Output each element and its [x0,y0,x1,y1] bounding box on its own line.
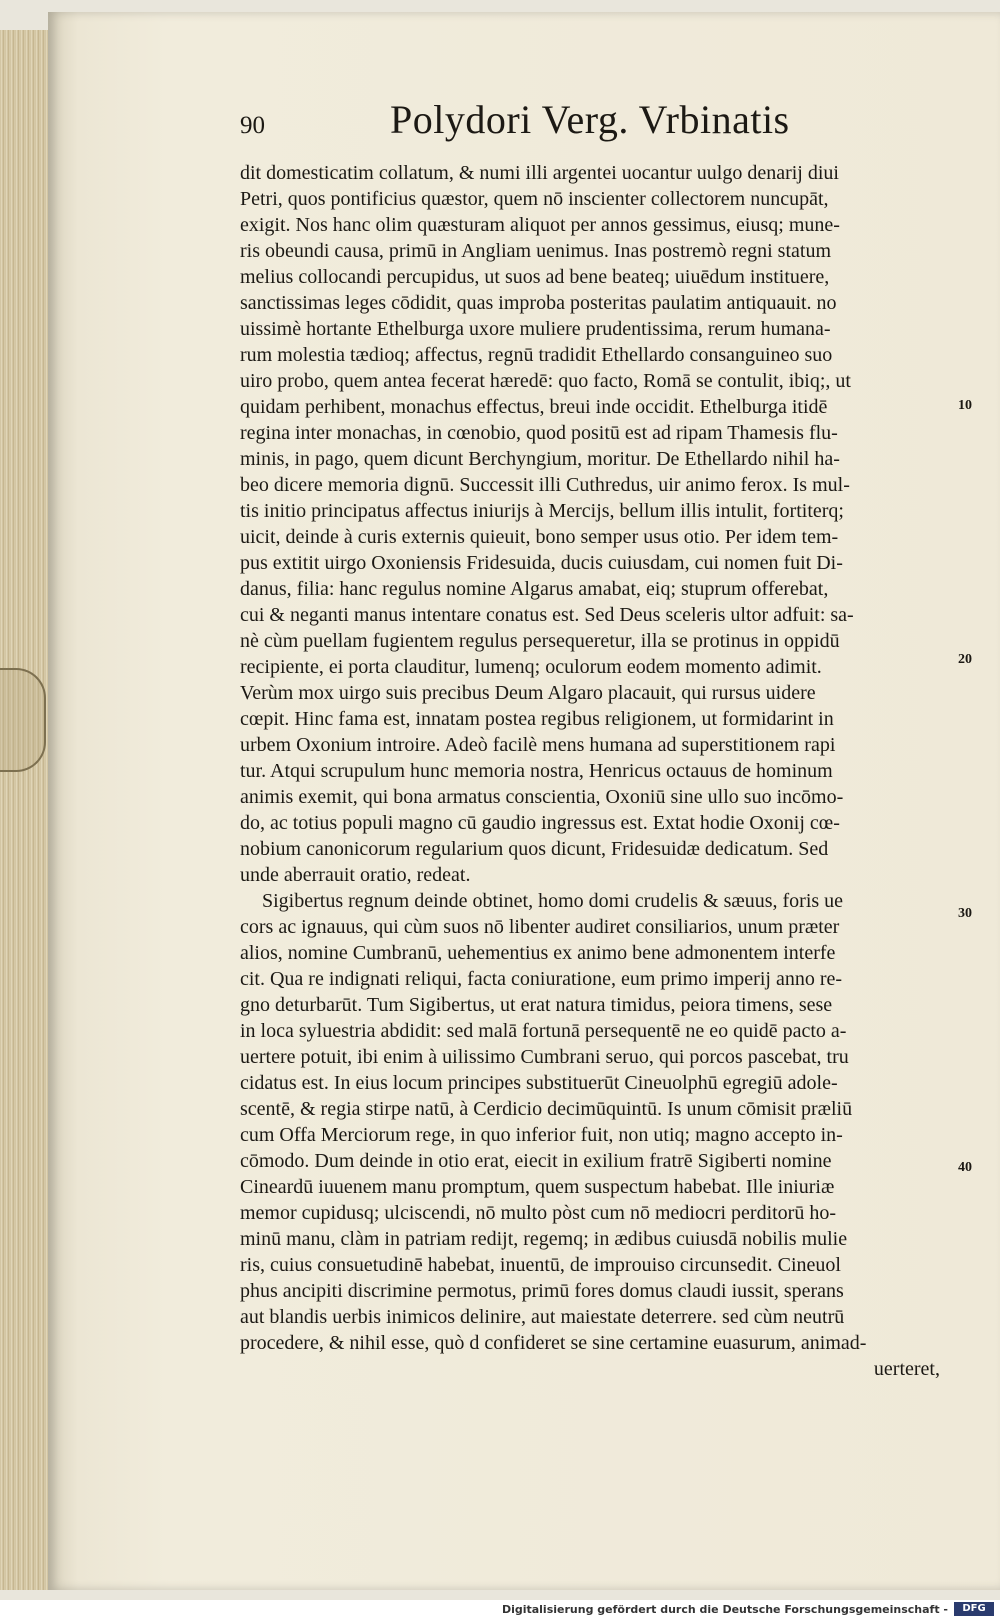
text-line: nè cùm puellam fugientem regulus persequeretur, illa se protinus in oppidū [240,630,840,652]
text-line: minis, in pago, quem dicunt Berchyngium, moritur. De Ethellardo nihil ha- [240,448,840,470]
margin-line-number: 20 [958,652,972,667]
dfg-logo: DFG [954,1602,994,1616]
text-line: in loca syluestria abdidit: sed malā fortunā persequentē ne eo quidē pacto a- [240,1020,847,1042]
text-line: tis initio principatus affectus iniurijs à Mercijs, bellum illis intulit, fortiterq; [240,500,844,522]
text-line: dit domesticatim collatum, & numi illi argentei uocantur uulgo denarij diui [240,162,839,184]
text-line: uertere potuit, ibi enim à uilissimo Cumbrani seruo, qui porcos pascebat, tru [240,1046,849,1068]
text-line: alios, nomine Cumbranū, uehementius ex animo bene admonentem interfe [240,942,836,964]
text-line: uiro probo, quem antea fecerat hæredē: quo facto, Romā se contulit, ibiq;, ut [240,370,851,392]
text-line: Sigibertus regnum deinde obtinet, homo domi crudelis & sæuus, foris ue [262,890,844,912]
text-line: danus, filia: hanc regulus nomine Algarus amabat, eiq; stuprum offerebat, [240,578,829,600]
text-line: melius collocandi percupidus, ut suos ad bene beateq; uiuēdum instituere, [240,266,830,288]
text-line: Cineardū iuuenem manu promptum, quem suspectum habebat. Ille iniuriæ [240,1176,835,1198]
margin-line-number: 10 [958,398,972,413]
text-line: pus extitit uirgo Oxoniensis Fridesuida, ducis cuiusdam, cui nomen fuit Di- [240,552,843,574]
text-line: recipiente, ei porta clauditur, lumenq; oculorum eodem momento adimit. [240,656,822,678]
footer-credit: Digitalisierung gefördert durch die Deutsche Forschungsgemeinschaft - [501,1603,948,1616]
text-line: cit. Qua re indignati reliqui, facta coniuratione, eum primo imperij anno re- [240,968,843,990]
text-line: unde aberrauit oratio, redeat. [240,864,471,886]
text-line: scentē, & regia stirpe natū, à Cerdicio decimūquintū. Is unum cōmisit præliū [240,1098,853,1120]
text-line: phus ancipiti discrimine permotus, primū fores domus claudi iussit, sperans [240,1280,844,1302]
margin-line-number: 30 [958,906,972,921]
text-line: tur. Atqui scrupulum hunc memoria nostra, Henricus octauus de hominum [240,760,833,782]
body-text [240,160,940,1382]
text-line: exigit. Nos hanc olim quæsturam aliquot per annos gessimus, eiusq; mune- [240,214,840,236]
text-line: minū manu, clàm in patriam redijt, regemq; in ædibus cuiusdā nobilis mulie [240,1228,848,1250]
text-line: beo dicere memoria dignū. Successit illi Cuthredus, uir animo ferox. Is mul- [240,474,850,496]
text-line: Verùm mox uirgo suis precibus Deum Algaro placauit, qui rursus uidere [240,682,816,704]
text-line: rum molestia tædioq; affectus, regnū tradidit Ethellardo consanguineo suo [240,344,833,366]
text-line: uicit, deinde à curis externis quieuit, bono semper usus otio. Per idem tem- [240,526,839,548]
margin-line-number: 40 [958,1160,972,1175]
book-clasp [0,668,46,772]
text-line: ris, cuius consuetudinē habebat, inuentū, de improuiso circunsedit. Cineuol [240,1254,841,1276]
text-line: memor cupidusq; ulciscendi, nō multo pòst cum nō mediocri perditorū ho- [240,1202,837,1224]
text-line: cōmodo. Dum deinde in otio erat, eiecit in exilium fratrē Sigiberti nomine [240,1150,832,1172]
text-line: nobium canonicorum regularium quos dicunt, Fridesuidæ dedicatum. Sed [240,838,829,860]
text-line: cui & neganti manus intentare conatus est. Sed Deus sceleris ultor adfuit: sa- [240,604,854,626]
text-line: cum Offa Merciorum rege, in quo inferior fuit, non utiq; magno accepto in- [240,1124,843,1146]
text-line: aut blandis uerbis inimicos delinire, aut maiestate deterrere. sed cùm neutrū [240,1306,845,1328]
text-line: cidatus est. In eius locum principes substituerūt Cineuolphū egregiū adole- [240,1072,838,1094]
text-line: sanctissimas leges cōdidit, quas improba posteritas paulatim antiquauit. no [240,292,837,314]
text-line: gno deturbarūt. Tum Sigibertus, ut erat natura timidus, peiora timens, sese [240,994,833,1016]
text-line: quidam perhibent, monachus effectus, breui inde occidit. Ethelburga itidē [240,396,828,418]
page-number: 90 [240,112,265,139]
text-line: do, ac totius populi magno cū gaudio ingressus est. Extat hodie Oxonij cœ- [240,812,840,834]
text-line: animis exemit, qui bona armatus conscientia, Oxoniū sine ullo suo incōmo- [240,786,844,808]
text-line: ris obeundi causa, primū in Angliam uenimus. Inas postremò regni statum [240,240,832,262]
text-line: uissimè hortante Ethelburga uxore muliere prudentissima, rerum humana- [240,318,831,340]
catchword: uerteret, [873,1358,940,1380]
text-line: urbem Oxonium introire. Adeò facilè mens humana ad superstitionem rapi [240,734,836,756]
text-line: Petri, quos pontificius quæstor, quem nō inscienter collectorem nuncupāt, [240,188,829,210]
text-line: cors ac ignauus, qui cùm suos nō libenter audiret consiliarios, unum præter [240,916,840,938]
footer-bar [0,1600,1000,1619]
text-line: cœpit. Hinc fama est, innatam postea regibus religionem, ut formidarint in [240,708,834,730]
text-line: procedere, & nihil esse, quò d confideret se sine certamine euasurum, animad- [240,1332,867,1354]
text-line: regina inter monachas, in cœnobio, quod positū est ad ripam Thamesis flu- [240,422,838,444]
running-head: Polydori Verg. Vrbinatis [390,97,790,142]
book-page-edges [0,30,49,1590]
